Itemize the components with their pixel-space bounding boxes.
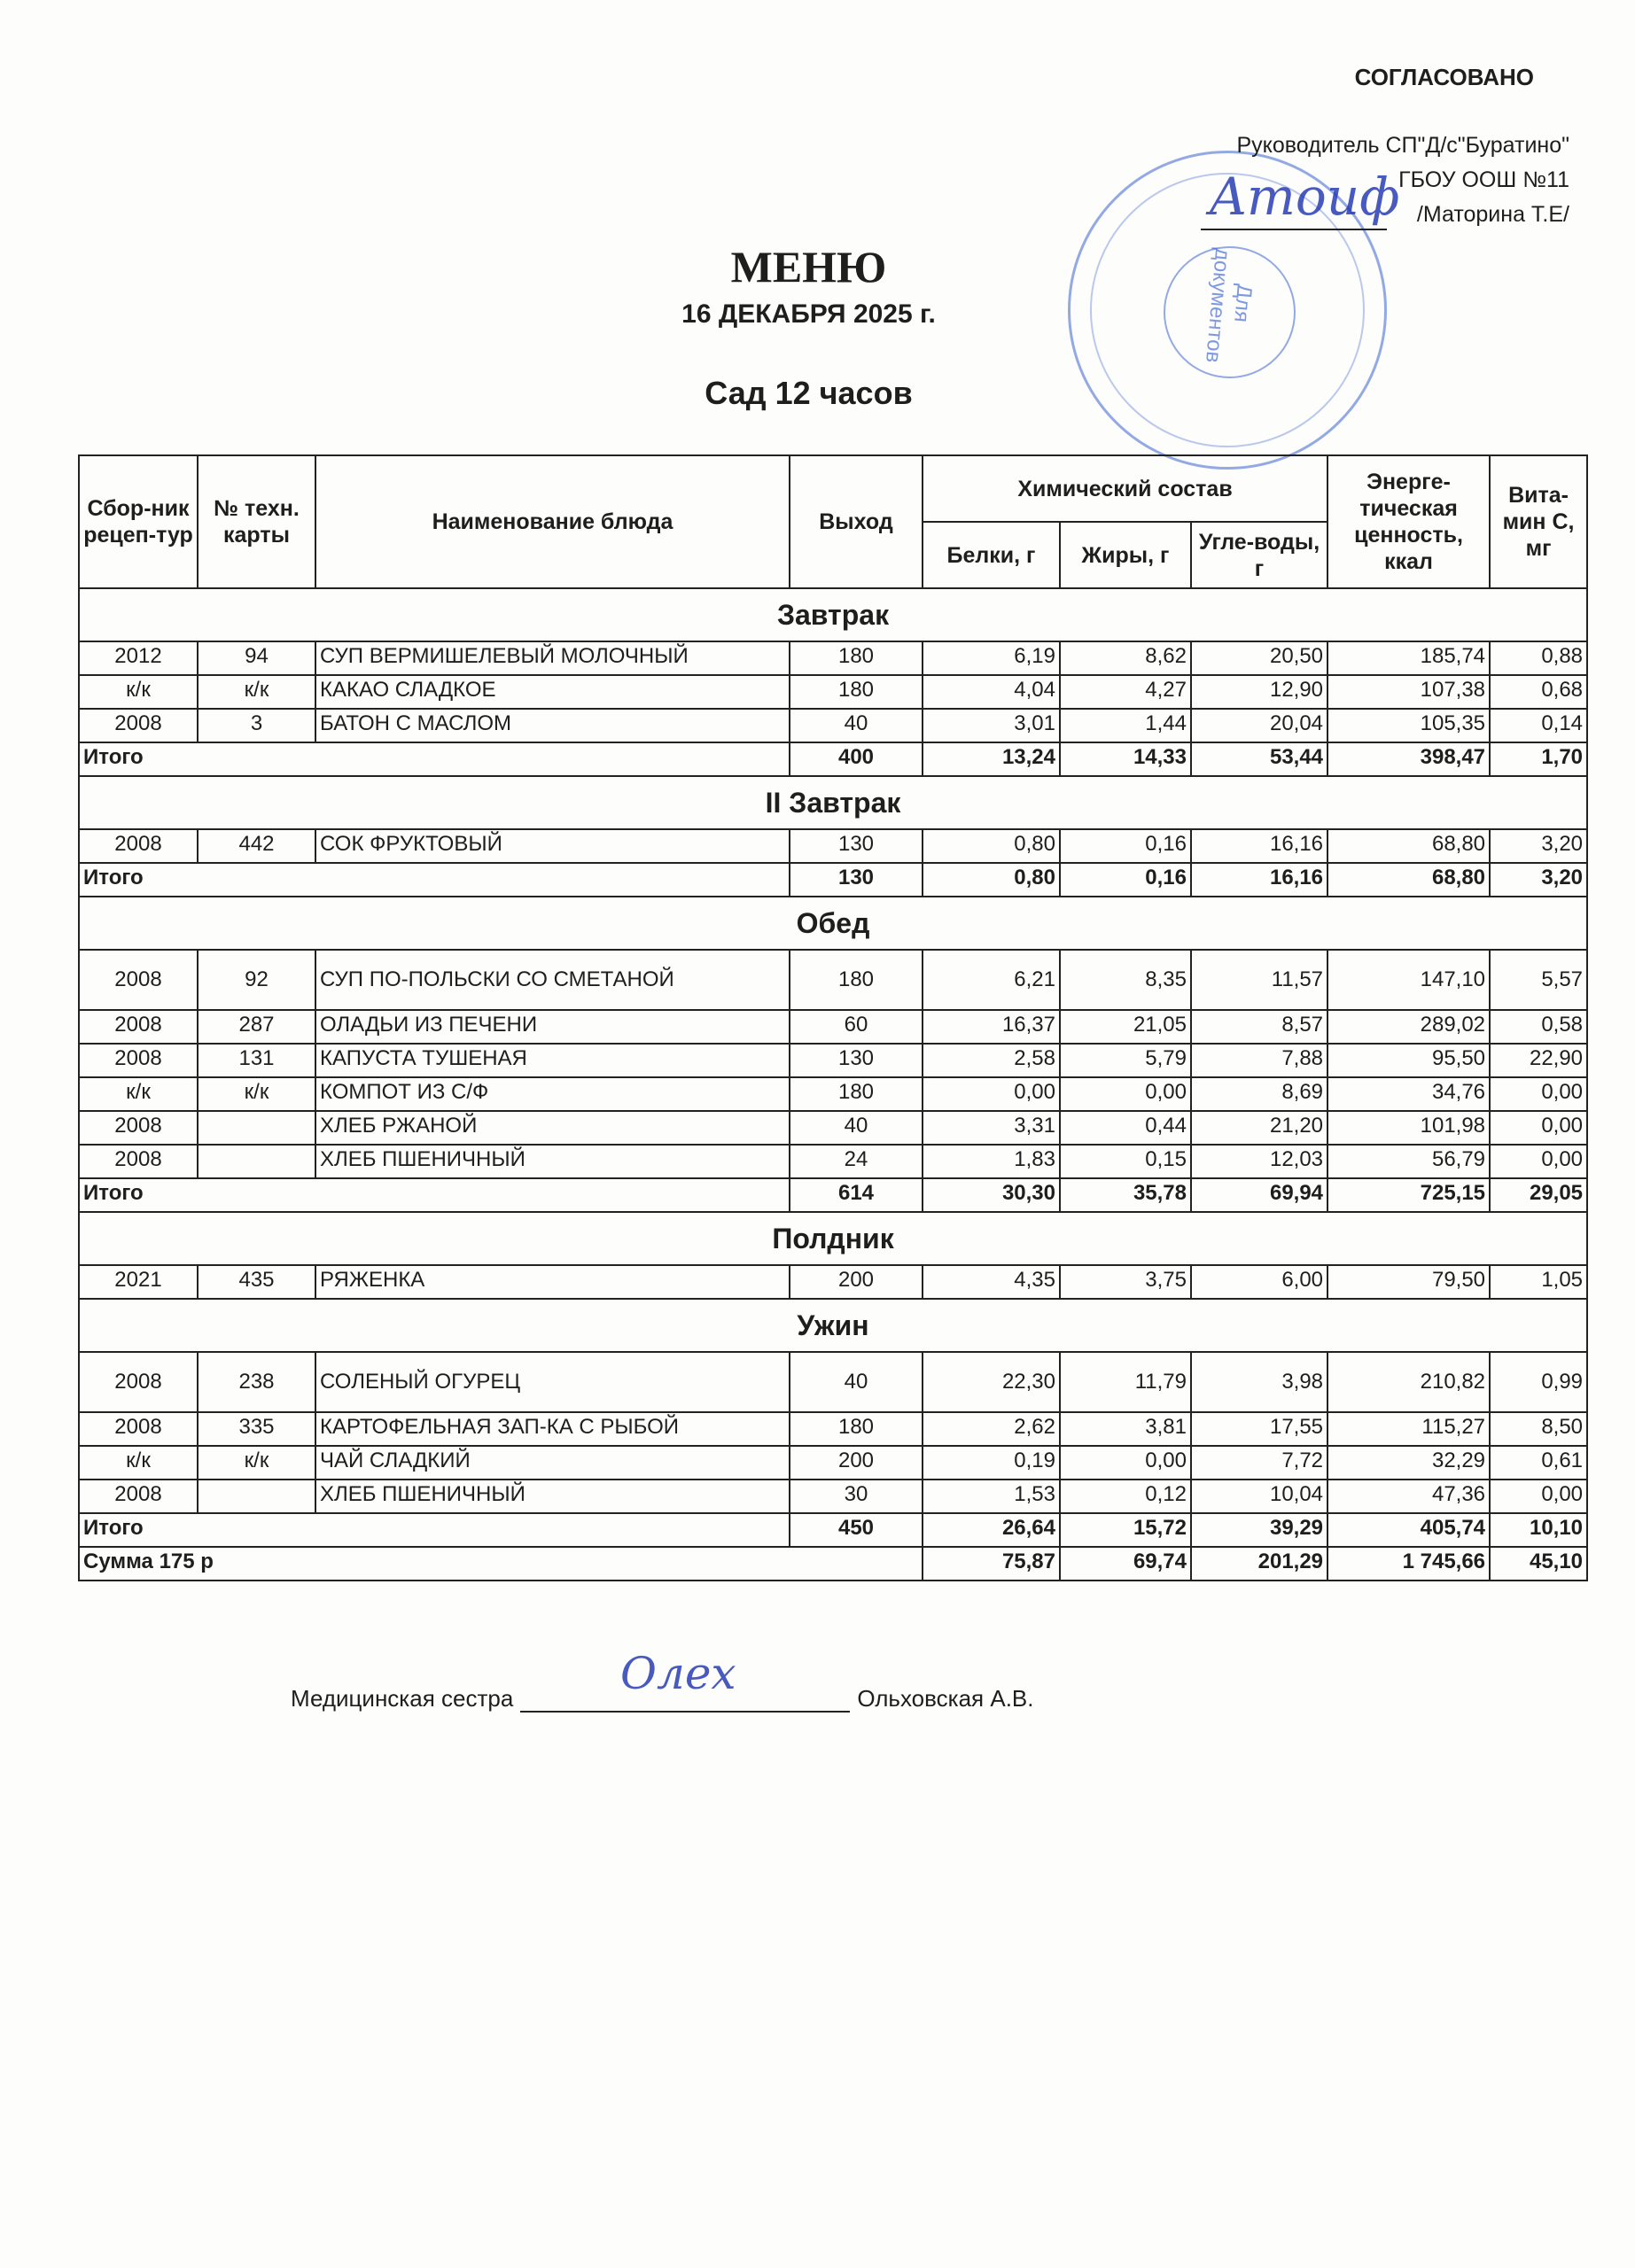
cell-protein: 22,30 (923, 1352, 1060, 1412)
page-title: МЕНЮ (730, 242, 887, 291)
cell-carbs: 20,50 (1191, 641, 1327, 675)
cell-carbs: 8,57 (1191, 1010, 1327, 1044)
total-vitamin-c: 3,20 (1490, 863, 1587, 897)
cell-vitamin-c: 1,05 (1490, 1265, 1587, 1299)
cell-energy: 56,79 (1327, 1145, 1490, 1178)
nurse-role: Медицинская сестра (291, 1685, 514, 1712)
total-label: Итого (79, 1178, 790, 1212)
cell-energy: 32,29 (1327, 1446, 1490, 1480)
cell-fat: 0,12 (1060, 1480, 1191, 1513)
cell-energy: 95,50 (1327, 1044, 1490, 1077)
cell-vitamin-c: 0,61 (1490, 1446, 1587, 1480)
cell-protein: 2,58 (923, 1044, 1060, 1077)
cell-protein: 16,37 (923, 1010, 1060, 1044)
cell-yield: 24 (790, 1145, 923, 1178)
cell-energy: 79,50 (1327, 1265, 1490, 1299)
cell-collection: 2008 (79, 1145, 198, 1178)
cell-collection: к/к (79, 1446, 198, 1480)
cell-protein: 1,53 (923, 1480, 1060, 1513)
cell-carbs: 16,16 (1191, 829, 1327, 863)
cell-energy: 101,98 (1327, 1111, 1490, 1145)
cell-dish: СУП ВЕРМИШЕЛЕВЫЙ МОЛОЧНЫЙ (315, 641, 790, 675)
cell-energy: 34,76 (1327, 1077, 1490, 1111)
grand-total-row (79, 1547, 1587, 1581)
cell-protein: 3,31 (923, 1111, 1060, 1145)
total-fat: 15,72 (1060, 1513, 1191, 1547)
cell-tech-card: к/к (198, 1077, 315, 1111)
total-fat: 0,16 (1060, 863, 1191, 897)
total-yield: 614 (790, 1178, 923, 1212)
cell-energy: 115,27 (1327, 1412, 1490, 1446)
section-title: II Завтрак (79, 776, 1587, 829)
cell-dish: РЯЖЕНКА (315, 1265, 790, 1299)
total-row (79, 742, 1587, 776)
cell-fat: 11,79 (1060, 1352, 1191, 1412)
total-row (79, 1178, 1587, 1212)
cell-dish: СОЛЕНЫЙ ОГУРЕЦ (315, 1352, 790, 1412)
cell-energy: 47,36 (1327, 1480, 1490, 1513)
grand-total-vitamin-c: 45,10 (1490, 1547, 1587, 1581)
total-yield: 130 (790, 863, 923, 897)
cell-tech-card: 92 (198, 950, 315, 1010)
cell-tech-card: 442 (198, 829, 315, 863)
cell-vitamin-c: 0,00 (1490, 1111, 1587, 1145)
cell-carbs: 20,04 (1191, 709, 1327, 742)
cell-protein: 4,35 (923, 1265, 1060, 1299)
cell-vitamin-c: 0,00 (1490, 1077, 1587, 1111)
col-tech-card: № техн. карты (198, 455, 315, 588)
cell-tech-card (198, 1145, 315, 1178)
cell-fat: 8,62 (1060, 641, 1191, 675)
table-row (79, 1111, 1587, 1145)
cell-vitamin-c: 0,99 (1490, 1352, 1587, 1412)
cell-collection: 2008 (79, 709, 198, 742)
total-fat: 14,33 (1060, 742, 1191, 776)
cell-yield: 200 (790, 1446, 923, 1480)
cell-carbs: 7,72 (1191, 1446, 1327, 1480)
cell-yield: 180 (790, 1077, 923, 1111)
table-row (79, 1145, 1587, 1178)
cell-collection: 2021 (79, 1265, 198, 1299)
cell-tech-card (198, 1111, 315, 1145)
cell-dish: ОЛАДЬИ ИЗ ПЕЧЕНИ (315, 1010, 790, 1044)
section-row (79, 588, 1587, 641)
section-title: Обед (79, 897, 1587, 950)
nurse-signature: Олех (620, 1648, 736, 1699)
cell-fat: 0,16 (1060, 829, 1191, 863)
cell-protein: 4,04 (923, 675, 1060, 709)
table-row (79, 950, 1587, 1010)
cell-carbs: 21,20 (1191, 1111, 1327, 1145)
cell-dish: КАПУСТА ТУШЕНАЯ (315, 1044, 790, 1077)
cell-protein: 0,19 (923, 1446, 1060, 1480)
approval-signature-line (1201, 229, 1387, 230)
total-energy: 725,15 (1327, 1178, 1490, 1212)
total-protein: 0,80 (923, 863, 1060, 897)
cell-vitamin-c: 0,00 (1490, 1480, 1587, 1513)
cell-fat: 3,75 (1060, 1265, 1191, 1299)
total-protein: 26,64 (923, 1513, 1060, 1547)
cell-protein: 6,19 (923, 641, 1060, 675)
grand-total-carbs: 201,29 (1191, 1547, 1327, 1581)
cell-dish: КОМПОТ ИЗ С/Ф (315, 1077, 790, 1111)
cell-energy: 147,10 (1327, 950, 1490, 1010)
cell-tech-card: 435 (198, 1265, 315, 1299)
approval-heading: СОГЛАСОВАНО (1354, 64, 1534, 90)
cell-collection: к/к (79, 675, 198, 709)
cell-tech-card (198, 1480, 315, 1513)
cell-tech-card: 238 (198, 1352, 315, 1412)
cell-dish: СУП ПО-ПОЛЬСКИ СО СМЕТАНОЙ (315, 950, 790, 1010)
cell-vitamin-c: 0,00 (1490, 1145, 1587, 1178)
cell-carbs: 10,04 (1191, 1480, 1327, 1513)
total-energy: 398,47 (1327, 742, 1490, 776)
table-row (79, 1010, 1587, 1044)
cell-tech-card: 131 (198, 1044, 315, 1077)
cell-energy: 289,02 (1327, 1010, 1490, 1044)
table-row (79, 1077, 1587, 1111)
grand-total-protein: 75,87 (923, 1547, 1060, 1581)
total-carbs: 16,16 (1191, 863, 1327, 897)
cell-carbs: 12,90 (1191, 675, 1327, 709)
cell-collection: 2008 (79, 1044, 198, 1077)
total-label: Итого (79, 1513, 790, 1547)
total-vitamin-c: 10,10 (1490, 1513, 1587, 1547)
menu-date: 16 ДЕКАБРЯ 2025 г. (681, 299, 936, 329)
cell-protein: 0,00 (923, 1077, 1060, 1111)
cell-fat: 0,00 (1060, 1446, 1191, 1480)
section-row (79, 1212, 1587, 1265)
total-row (79, 863, 1587, 897)
cell-energy: 68,80 (1327, 829, 1490, 863)
cell-collection: 2008 (79, 1480, 198, 1513)
cell-fat: 5,79 (1060, 1044, 1191, 1077)
cell-dish: ХЛЕБ РЖАНОЙ (315, 1111, 790, 1145)
cell-dish: ХЛЕБ ПШЕНИЧНЫЙ (315, 1145, 790, 1178)
cell-tech-card: 94 (198, 641, 315, 675)
cell-carbs: 8,69 (1191, 1077, 1327, 1111)
section-title: Полдник (79, 1212, 1587, 1265)
table-row (79, 1480, 1587, 1513)
cell-collection: к/к (79, 1077, 198, 1111)
cell-yield: 200 (790, 1265, 923, 1299)
group-label: Сад 12 часов (705, 375, 913, 411)
cell-tech-card: к/к (198, 1446, 315, 1480)
cell-collection: 2008 (79, 950, 198, 1010)
section-row (79, 1299, 1587, 1352)
cell-dish: КАКАО СЛАДКОЕ (315, 675, 790, 709)
cell-protein: 6,21 (923, 950, 1060, 1010)
cell-yield: 40 (790, 709, 923, 742)
cell-dish: ХЛЕБ ПШЕНИЧНЫЙ (315, 1480, 790, 1513)
approval-position: Руководитель СП"Д/с"Буратино" (1236, 133, 1569, 158)
cell-vitamin-c: 22,90 (1490, 1044, 1587, 1077)
cell-dish: БАТОН С МАСЛОМ (315, 709, 790, 742)
cell-carbs: 3,98 (1191, 1352, 1327, 1412)
nurse-name: Ольховская А.В. (857, 1685, 1034, 1712)
col-carbs: Угле-воды, г (1191, 522, 1327, 588)
total-carbs: 53,44 (1191, 742, 1327, 776)
cell-tech-card: 335 (198, 1412, 315, 1446)
cell-carbs: 17,55 (1191, 1412, 1327, 1446)
total-vitamin-c: 1,70 (1490, 742, 1587, 776)
table-row (79, 1446, 1587, 1480)
cell-yield: 180 (790, 675, 923, 709)
cell-collection: 2008 (79, 1352, 198, 1412)
table-row (79, 1412, 1587, 1446)
cell-vitamin-c: 5,57 (1490, 950, 1587, 1010)
cell-yield: 130 (790, 829, 923, 863)
total-label: Итого (79, 742, 790, 776)
table-row (79, 829, 1587, 863)
cell-energy: 107,38 (1327, 675, 1490, 709)
col-collection: Сбор-ник рецеп-тур (79, 455, 198, 588)
cell-vitamin-c: 3,20 (1490, 829, 1587, 863)
cell-carbs: 7,88 (1191, 1044, 1327, 1077)
cell-vitamin-c: 0,88 (1490, 641, 1587, 675)
cell-collection: 2008 (79, 1412, 198, 1446)
col-fat: Жиры, г (1060, 522, 1191, 588)
approval-signatory: /Маторина Т.Е/ (1416, 202, 1569, 227)
section-title: Ужин (79, 1299, 1587, 1352)
col-energy: Энерге-тическая ценность, ккал (1327, 455, 1490, 588)
grand-total-fat: 69,74 (1060, 1547, 1191, 1581)
total-label: Итого (79, 863, 790, 897)
cell-tech-card: 3 (198, 709, 315, 742)
menu-table (78, 454, 1588, 1581)
grand-total-label: Сумма 175 р (79, 1547, 923, 1581)
table-row (79, 641, 1587, 675)
cell-vitamin-c: 0,58 (1490, 1010, 1587, 1044)
table-row (79, 1044, 1587, 1077)
cell-protein: 0,80 (923, 829, 1060, 863)
cell-fat: 4,27 (1060, 675, 1191, 709)
col-vitamin-c: Вита-мин С, мг (1490, 455, 1587, 588)
cell-energy: 210,82 (1327, 1352, 1490, 1412)
cell-dish: СОК ФРУКТОВЫЙ (315, 829, 790, 863)
cell-carbs: 6,00 (1191, 1265, 1327, 1299)
table-row (79, 709, 1587, 742)
total-carbs: 69,94 (1191, 1178, 1327, 1212)
cell-collection: 2008 (79, 1111, 198, 1145)
cell-fat: 0,15 (1060, 1145, 1191, 1178)
cell-yield: 40 (790, 1111, 923, 1145)
cell-protein: 1,83 (923, 1145, 1060, 1178)
cell-yield: 60 (790, 1010, 923, 1044)
cell-fat: 1,44 (1060, 709, 1191, 742)
section-title: Завтрак (79, 588, 1587, 641)
col-yield: Выход (790, 455, 923, 588)
section-row (79, 897, 1587, 950)
cell-yield: 30 (790, 1480, 923, 1513)
total-carbs: 39,29 (1191, 1513, 1327, 1547)
cell-vitamin-c: 0,14 (1490, 709, 1587, 742)
cell-collection: 2008 (79, 829, 198, 863)
cell-dish: КАРТОФЕЛЬНАЯ ЗАП-КА С РЫБОЙ (315, 1412, 790, 1446)
total-protein: 30,30 (923, 1178, 1060, 1212)
cell-fat: 21,05 (1060, 1010, 1191, 1044)
total-yield: 450 (790, 1513, 923, 1547)
cell-yield: 180 (790, 641, 923, 675)
table-row (79, 675, 1587, 709)
grand-total-energy: 1 745,66 (1327, 1547, 1490, 1581)
total-fat: 35,78 (1060, 1178, 1191, 1212)
cell-tech-card: к/к (198, 675, 315, 709)
cell-yield: 130 (790, 1044, 923, 1077)
col-chem-group: Химический состав (923, 455, 1327, 522)
cell-energy: 185,74 (1327, 641, 1490, 675)
total-energy: 405,74 (1327, 1513, 1490, 1547)
cell-fat: 8,35 (1060, 950, 1191, 1010)
cell-vitamin-c: 0,68 (1490, 675, 1587, 709)
cell-energy: 105,35 (1327, 709, 1490, 742)
cell-yield: 180 (790, 950, 923, 1010)
col-protein: Белки, г (923, 522, 1060, 588)
cell-yield: 40 (790, 1352, 923, 1412)
cell-carbs: 11,57 (1191, 950, 1327, 1010)
approval-organization: ГБОУ ООШ №11 (1398, 167, 1569, 192)
cell-tech-card: 287 (198, 1010, 315, 1044)
total-row (79, 1513, 1587, 1547)
cell-vitamin-c: 8,50 (1490, 1412, 1587, 1446)
table-row (79, 1265, 1587, 1299)
cell-dish: ЧАЙ СЛАДКИЙ (315, 1446, 790, 1480)
cell-fat: 0,44 (1060, 1111, 1191, 1145)
cell-fat: 3,81 (1060, 1412, 1191, 1446)
cell-yield: 180 (790, 1412, 923, 1446)
cell-protein: 2,62 (923, 1412, 1060, 1446)
section-row (79, 776, 1587, 829)
total-vitamin-c: 29,05 (1490, 1178, 1587, 1212)
cell-fat: 0,00 (1060, 1077, 1191, 1111)
total-yield: 400 (790, 742, 923, 776)
director-signature: Aтоиф (1210, 167, 1400, 227)
cell-collection: 2008 (79, 1010, 198, 1044)
cell-collection: 2012 (79, 641, 198, 675)
table-row (79, 1352, 1587, 1412)
col-dish: Наименование блюда (315, 455, 790, 588)
total-protein: 13,24 (923, 742, 1060, 776)
cell-protein: 3,01 (923, 709, 1060, 742)
cell-carbs: 12,03 (1191, 1145, 1327, 1178)
total-energy: 68,80 (1327, 863, 1490, 897)
stamp-text: Для документов (1201, 246, 1257, 364)
